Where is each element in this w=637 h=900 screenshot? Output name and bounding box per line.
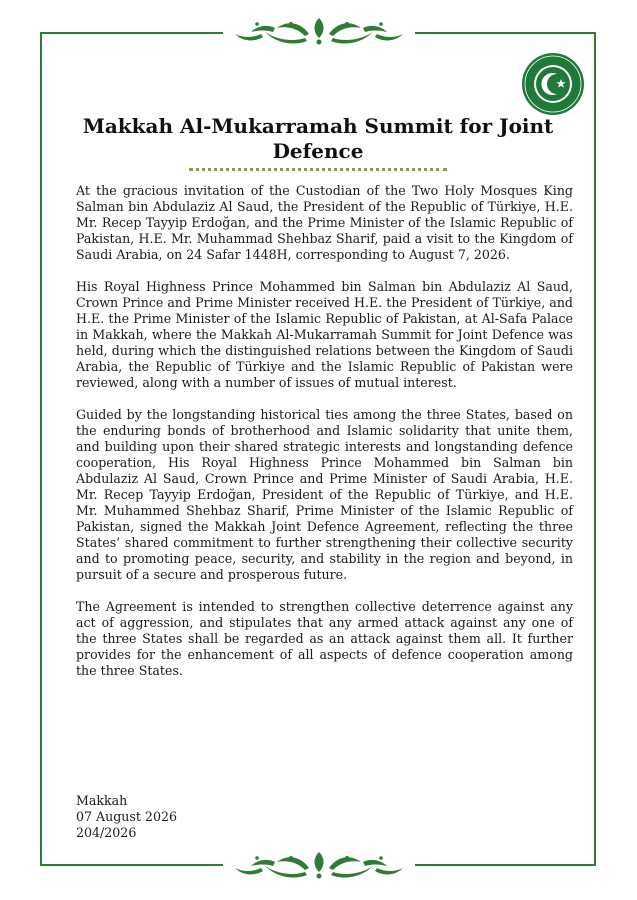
document-signoff [76, 793, 177, 841]
title-dotted-underline [189, 168, 447, 171]
ministry-seal [521, 52, 585, 116]
paragraph-4: The Agreement is intended to strengthen collective deterrence against any act of aggression, and stipulates that any armed attack against any one of the three States shall be regarded as an attack against them all. It further provides for the enhancement of all aspects of defence cooperation among the three States. [76, 599, 573, 678]
signoff-reference: 204/2026 [76, 825, 137, 840]
paragraph-3: Guided by the longstanding historical ties among the three States, based on the enduring bonds of brotherhood and Islamic solidarity that unite them, and building upon their shared strategic interests and longstanding defence cooperation, His Royal Highness Prince Mohammed bin Salman bin Abdulaziz Al Saud, Crown Prince and Prime Minister of Saudi Arabia, H.E. Mr. Recep Tayyip Erdoğan, President of the Republic of Türkiye, and H.E. Mr. Muhammed Shehbaz Sharif, Prime Minister of the Islamic Republic of Pakistan, signed the Makkah Joint Defence Agreement, reflecting the three States’ shared commitment to further strengthening their collective security and to promoting peace, security, and stability in the region and beyond, in pursuit of a secure and prosperous future. [76, 407, 573, 582]
paragraph-2: His Royal Highness Prince Mohammed bin Salman bin Abdulaziz Al Saud, Crown Prince and Prime Minister received H.E. the President of Türkiye, and H.E. the Prime Minister of the Islamic Republic of Pakistan, at Al-Safa Palace in Makkah, where the Makkah Al-Mukarramah Summit for Joint Defence was held, during which the distinguished relations between the Kingdom of Saudi Arabia, the Republic of Türkiye and the Islamic Republic of Pakistan were reviewed, along with a number of issues of mutual interest. [76, 279, 573, 390]
document-body [76, 183, 573, 679]
paragraph-1: At the gracious invitation of the Custodian of the Two Holy Mosques King Salman bin Abdulaziz Al Saud, the President of the Republic of Türkiye, H.E. Mr. Recep Tayyip Erdoğan, and the Prime Minister of the Islamic Republic of Pakistan, H.E. Mr. Muhammad Shehbaz Sharif, paid a visit to the Kingdom of Saudi Arabia, on 24 Safar 1448H, corresponding to August 7, 2026. [76, 183, 573, 262]
floral-divider-icon [231, 14, 407, 50]
signoff-place: Makkah [76, 793, 128, 808]
top-floral-ornament [223, 14, 415, 54]
page-title: Makkah Al-Mukarramah Summit for Joint Defence [82, 114, 554, 163]
ministry-seal-icon [521, 52, 585, 116]
floral-divider-icon [231, 848, 407, 884]
signoff-date: 07 August 2026 [76, 809, 177, 824]
bottom-floral-ornament [223, 848, 415, 888]
